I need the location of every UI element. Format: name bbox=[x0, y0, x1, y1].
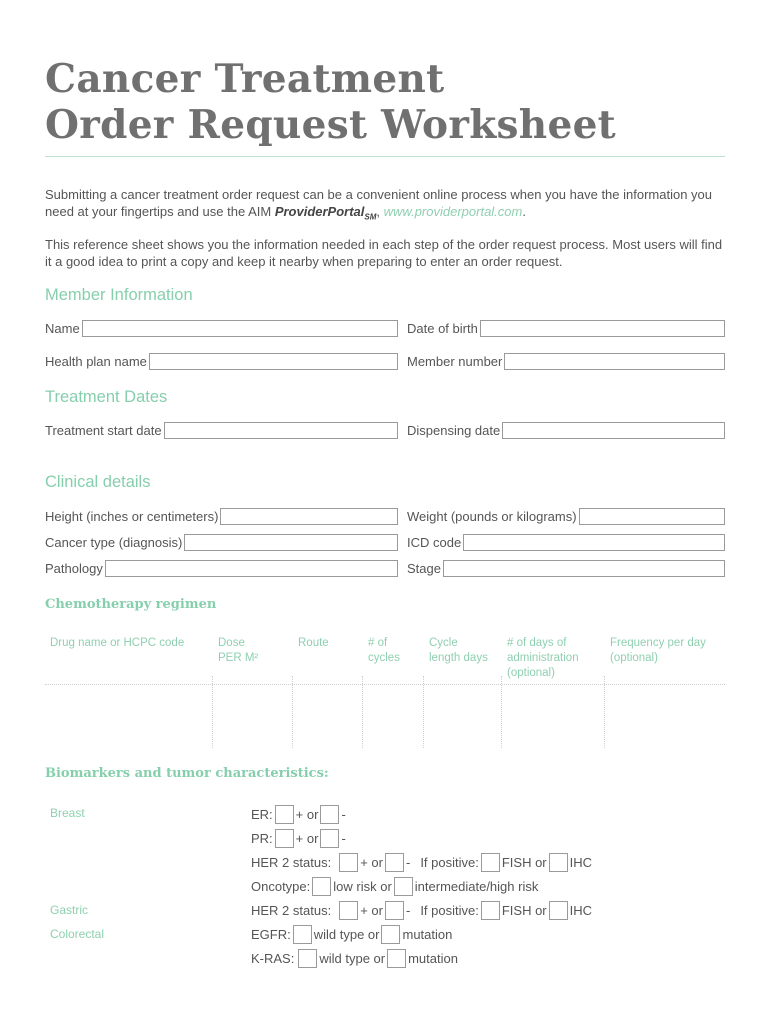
egfr-wild-type-checkbox[interactable] bbox=[293, 925, 312, 944]
title-divider bbox=[45, 156, 725, 157]
portal-name: ProviderPortal$_{SM}$ bbox=[274, 204, 377, 222]
icd-code-input[interactable] bbox=[463, 534, 725, 551]
pathology-input[interactable] bbox=[105, 560, 398, 577]
pr-negative-checkbox[interactable] bbox=[320, 829, 339, 848]
pathology-label: Pathology bbox=[45, 560, 103, 576]
biomarkers-heading: Biomarkers and tumor characteristics: bbox=[45, 766, 329, 781]
breast-her2-row bbox=[251, 851, 592, 873]
fish-or-text: FISH or bbox=[501, 902, 547, 918]
pr-label: PR: bbox=[251, 830, 273, 846]
health-plan-input[interactable] bbox=[149, 353, 398, 370]
wild-type-or-text: wild type or bbox=[313, 926, 380, 942]
start-date-label: Treatment start date bbox=[45, 422, 162, 438]
mutation-text: mutation bbox=[402, 926, 453, 942]
chemo-col-route: Route bbox=[298, 637, 329, 649]
egfr-label: EGFR: bbox=[251, 926, 291, 942]
oncotype-label: Oncotype: bbox=[251, 878, 311, 894]
name-label: Name bbox=[45, 320, 80, 336]
breast-fish-checkbox[interactable] bbox=[481, 853, 500, 872]
health-plan-field-row bbox=[45, 351, 398, 371]
er-label: ER: bbox=[251, 806, 273, 822]
gastric-fish-checkbox[interactable] bbox=[481, 901, 500, 920]
kras-row bbox=[251, 947, 458, 969]
plus-or-text: + or bbox=[295, 830, 319, 846]
gastric-her2-row bbox=[251, 899, 592, 921]
dob-input[interactable] bbox=[480, 320, 725, 337]
clinical-details-heading: Clinical details bbox=[45, 473, 151, 491]
pathology-field-row bbox=[45, 558, 398, 578]
gastric-ihc-checkbox[interactable] bbox=[549, 901, 568, 920]
chemo-table bbox=[45, 636, 725, 748]
icd-code-field-row bbox=[407, 532, 725, 552]
gastric-her2-negative-checkbox[interactable] bbox=[385, 901, 404, 920]
pr-row bbox=[251, 827, 346, 849]
egfr-mutation-checkbox[interactable] bbox=[381, 925, 400, 944]
egfr-row bbox=[251, 923, 452, 945]
ihc-text: IHC bbox=[569, 902, 593, 918]
chemo-col-cycles: # of cycles bbox=[368, 637, 400, 664]
treatment-dates-heading: Treatment Dates bbox=[45, 388, 168, 406]
stage-field-row bbox=[407, 558, 725, 578]
chemo-col-divider bbox=[423, 676, 424, 748]
dob-field-row bbox=[407, 318, 725, 338]
breast-her2-negative-checkbox[interactable] bbox=[385, 853, 404, 872]
her2-label: HER 2 status: bbox=[251, 902, 332, 918]
oncotype-row bbox=[251, 875, 538, 897]
chemo-col-drug: Drug name or HCPC code bbox=[50, 637, 185, 649]
minus-text: - bbox=[405, 854, 411, 870]
plus-or-text: + or bbox=[295, 806, 319, 822]
chemo-col-divider bbox=[501, 676, 502, 748]
low-risk-or-text: low risk or bbox=[333, 878, 392, 894]
minus-text: - bbox=[341, 830, 346, 846]
chemo-col-divider bbox=[362, 676, 363, 748]
page-title bbox=[45, 56, 616, 148]
member-number-label: Member number bbox=[407, 353, 503, 369]
breast-label: Breast bbox=[50, 806, 85, 820]
ihc-text: IHC bbox=[569, 854, 593, 870]
chemo-col-divider bbox=[604, 676, 605, 748]
breast-ihc-checkbox[interactable] bbox=[549, 853, 568, 872]
mutation-text: mutation bbox=[408, 950, 458, 966]
gastric-her2-positive-checkbox[interactable] bbox=[339, 901, 358, 920]
chemo-col-cycle-length: Cycle length days bbox=[429, 637, 488, 664]
title-line-1: Cancer Treatment bbox=[45, 56, 445, 102]
title-line-2: Order Request Worksheet bbox=[45, 102, 616, 148]
minus-text: - bbox=[405, 902, 411, 918]
member-info-heading: Member Information bbox=[45, 286, 193, 304]
dispensing-date-input[interactable] bbox=[502, 422, 725, 439]
chemo-row-divider bbox=[45, 684, 725, 685]
health-plan-label: Health plan name bbox=[45, 353, 147, 369]
kras-wild-type-checkbox[interactable] bbox=[298, 949, 317, 968]
pr-positive-checkbox[interactable] bbox=[275, 829, 294, 848]
cancer-type-input[interactable] bbox=[184, 534, 398, 551]
member-number-field-row bbox=[407, 351, 725, 371]
gastric-label: Gastric bbox=[50, 903, 89, 917]
colorectal-label: Colorectal bbox=[50, 927, 105, 941]
intro-paragraph-1: Submitting a cancer treatment order request can be a convenient online process when you have the information you need at your fingertips and use the AIM ProviderPortal$_{SM}$, www.providerportal.com. bbox=[45, 187, 713, 222]
weight-field-row bbox=[407, 506, 725, 526]
plus-or-text: + or bbox=[360, 902, 383, 918]
portal-link[interactable]: www.providerportal.com bbox=[383, 204, 523, 219]
chemo-col-divider bbox=[212, 676, 213, 748]
minus-text: - bbox=[341, 806, 346, 822]
cancer-type-label: Cancer type (diagnosis) bbox=[45, 534, 183, 550]
cancer-type-field-row bbox=[45, 532, 398, 552]
if-positive-label: If positive: bbox=[420, 854, 479, 870]
height-field-row bbox=[45, 506, 398, 526]
kras-mutation-checkbox[interactable] bbox=[387, 949, 406, 968]
name-field-row bbox=[45, 318, 398, 338]
plus-or-text: + or bbox=[360, 854, 383, 870]
height-label: Height (inches or centimeters) bbox=[45, 508, 219, 524]
er-row bbox=[251, 803, 346, 825]
dob-label: Date of birth bbox=[407, 320, 478, 336]
er-negative-checkbox[interactable] bbox=[320, 805, 339, 824]
start-date-input[interactable] bbox=[164, 422, 398, 439]
weight-label: Weight (pounds or kilograms) bbox=[407, 508, 577, 524]
stage-label: Stage bbox=[407, 560, 441, 576]
weight-input[interactable] bbox=[579, 508, 725, 525]
intermediate-high-text: intermediate/high risk bbox=[414, 878, 539, 894]
name-input[interactable] bbox=[82, 320, 398, 337]
chemo-col-dose: Dose PER M² bbox=[218, 637, 259, 664]
height-input[interactable] bbox=[220, 508, 398, 525]
if-positive-label: If positive: bbox=[420, 902, 479, 918]
start-date-field-row bbox=[45, 420, 398, 440]
chemo-col-divider bbox=[292, 676, 293, 748]
fish-or-text: FISH or bbox=[501, 854, 547, 870]
breast-her2-positive-checkbox[interactable] bbox=[339, 853, 358, 872]
er-positive-checkbox[interactable] bbox=[275, 805, 294, 824]
her2-label: HER 2 status: bbox=[251, 854, 332, 870]
icd-code-label: ICD code bbox=[407, 534, 462, 550]
chemo-col-days-admin: # of days of administration (optional) bbox=[507, 637, 579, 679]
stage-input[interactable] bbox=[443, 560, 725, 577]
kras-label: K-RAS: bbox=[251, 950, 295, 966]
wild-type-or-text: wild type or bbox=[319, 950, 386, 966]
oncotype-high-risk-checkbox[interactable] bbox=[394, 877, 413, 896]
member-number-input[interactable] bbox=[504, 353, 725, 370]
oncotype-low-risk-checkbox[interactable] bbox=[312, 877, 331, 896]
chemo-regimen-heading: Chemotherapy regimen bbox=[45, 597, 217, 612]
intro-paragraph-2: This reference sheet shows you the information needed in each step of the order request process. Most users will find it a good idea to print a copy and keep it nearby when preparing to enter an order request. bbox=[45, 237, 723, 269]
chemo-col-frequency: Frequency per day (optional) bbox=[610, 637, 706, 664]
dispensing-date-label: Dispensing date bbox=[407, 422, 501, 438]
dispensing-date-field-row bbox=[407, 420, 725, 440]
